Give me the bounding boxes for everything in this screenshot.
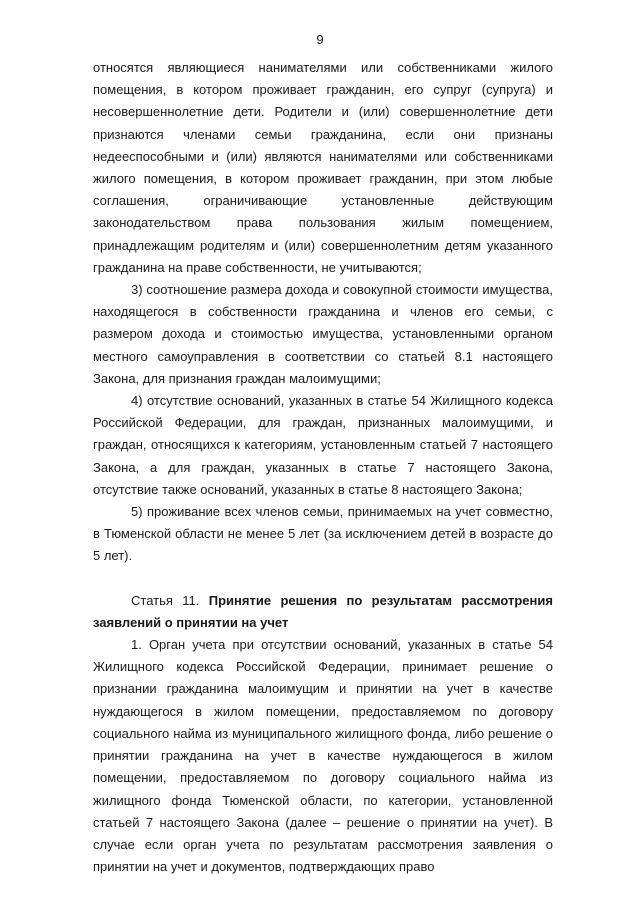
article-heading [93,590,553,634]
paragraph-item-5-residence: 5) проживание всех членов семьи, принимаемых на учет совместно, в Тюменской области не менее 5 лет (за исключением детей в возрасте до 5 лет). [93,504,553,564]
paragraph-family-members: относятся являющиеся нанимателями или собственниками жилого помещения, в котором проживает гражданин, его супруг (супруга) и несовершеннолетние дети. Родители и (или) совершеннолетние дети признаются членами семьи гражданина, если они признаны недееспособными и (или) являются нанимателями или собственниками жилого помещения, в котором проживает гражданин, при этом любые соглашения, ограничивающие установленные действующим законодательством права пользования жилым помещением, принадлежащим родителям и (или) совершеннолетним детям указанного гражданина на праве собственности, не учитываются; [93,60,553,275]
article-number: Статья 11. [131,592,200,608]
article-title: Принятие решения по результатам рассмотрения заявлений о принятии на учет [93,592,553,630]
paragraph-item-3-income-ratio: 3) соотношение размера дохода и совокупной стоимости имущества, находящегося в собственности гражданина и членов его семьи, с размером дохода и стоимостью имущества, установленными органом местного самоуправления в соответствии со статьей 8.1 настоящего Закона, для признания граждан малоимущими; [93,282,553,386]
page-number: 9 [316,32,324,47]
paragraph-article-11-item-1: 1. Орган учета при отсутствии оснований, указанных в статье 54 Жилищного кодекса Российской Федерации, принимает решение о признании гражданина малоимущим и принятии на учет в качестве нуждающегося в жилом помещении, предоставляемом по договору социального найма из муниципального жилищного фонда, либо решение о принятии гражданина на учет в качестве нуждающегося в жилом помещении, предоставляемом по договору социального найма из жилищного фонда Тюменской области, по категории, установленной статьей 7 настоящего Закона (далее – решение о принятии на учет). В случае если орган учета по результатам рассмотрения заявления о принятии на учет и документов, подтверждающих право [93,637,553,875]
paragraph-item-4-no-grounds: 4) отсутствие оснований, указанных в статье 54 Жилищного кодекса Российской Федерации, для граждан, признанных малоимущими, и граждан, относящихся к категориям, установленным статьей 7 настоящего Закона, а для граждан, указанных в статье 7 настоящего Закона, отсутствие также оснований, указанных в статье 8 настоящего Закона; [93,393,553,497]
document-body [93,57,553,878]
